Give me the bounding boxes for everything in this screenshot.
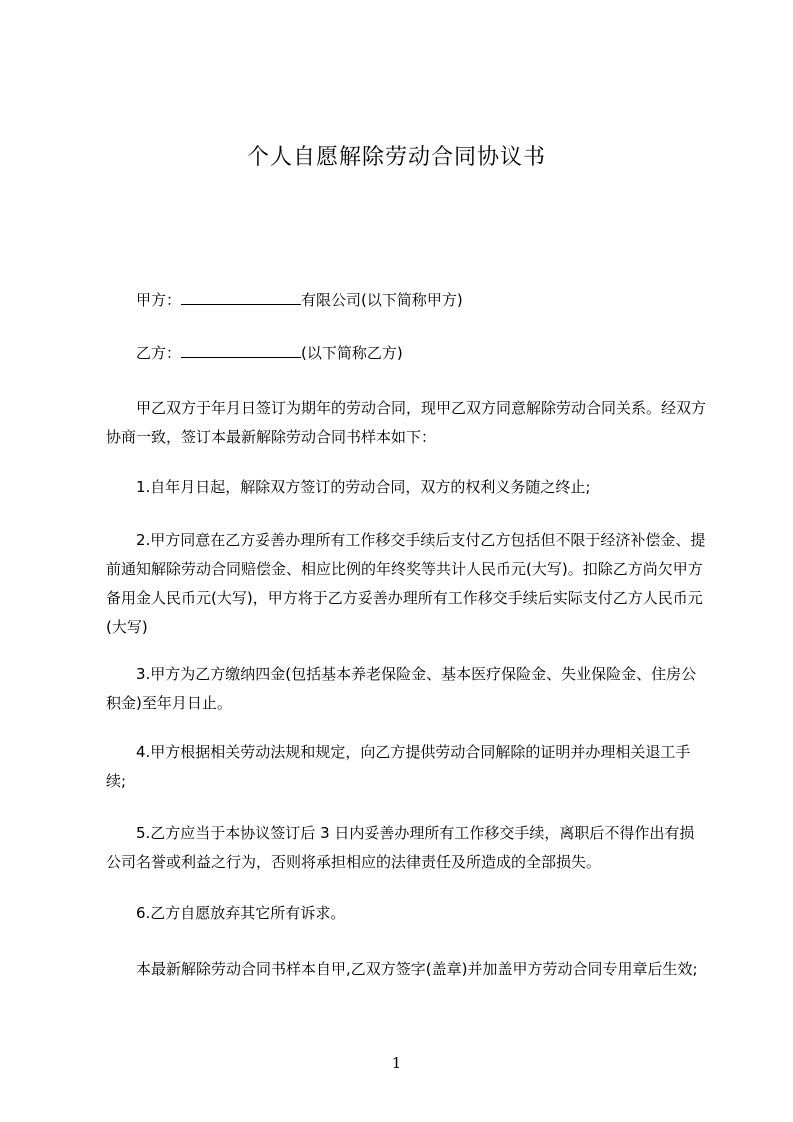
clause-2: 2.甲方同意在乙方妥善办理所有工作移交手续后支付乙方包括但不限于经济补偿金、提前通知解除劳动合同赔偿金、相应比例的年终奖等共计人民币元(大写)。扣除乙方尚欠甲方备用金人民币元(大写)，甲方将于乙方妥善办理所有工作移交手续后实际支付乙方人民币元(大写) bbox=[106, 531, 706, 636]
closing-paragraph: 本最新解除劳动合同书样本自甲,乙双方签字(盖章)并加盖甲方劳动合同专用章后生效; bbox=[136, 960, 698, 978]
intro-paragraph: 甲乙双方于年月日签订为期年的劳动合同，现甲乙双方同意解除劳动合同关系。经双方协商一致，签订本最新解除劳动合同书样本如下： bbox=[106, 399, 707, 446]
clause-4: 4.甲方根据相关劳动法规和规定，向乙方提供劳动合同解除的证明并办理相关退工手续; bbox=[106, 743, 691, 790]
clause-3: 3.甲方为乙方缴纳四金(包括基本养老保险金、基本医疗保险金、失业保险金、住房公积金)至年月日止。 bbox=[106, 665, 697, 712]
party-a-label: 甲方： bbox=[136, 291, 182, 309]
party-b-line bbox=[106, 339, 706, 368]
clause-1: 1.自年月日起，解除双方签订的劳动合同，双方的权利义务随之终止; bbox=[136, 478, 591, 496]
party-a-blank bbox=[181, 290, 301, 305]
page-number: 1 bbox=[391, 1054, 402, 1072]
party-a-suffix: 有限公司(以下简称甲方) bbox=[301, 291, 463, 309]
party-b-label: 乙方： bbox=[136, 344, 182, 362]
party-b-blank bbox=[181, 343, 301, 358]
party-a-line bbox=[106, 286, 706, 315]
document-title: 个人自愿解除劳动合同协议书 bbox=[246, 145, 546, 170]
clause-6: 6.乙方自愿放弃其它所有诉求。 bbox=[136, 904, 346, 922]
party-b-suffix: (以下简称乙方) bbox=[301, 344, 403, 362]
clause-5: 5.乙方应当于本协议签订后 3 日内妥善办理所有工作移交手续，离职后不得作出有损公司名誉或利益之行为，否则将承担相应的法律责任及所造成的全部损失。 bbox=[106, 824, 695, 871]
